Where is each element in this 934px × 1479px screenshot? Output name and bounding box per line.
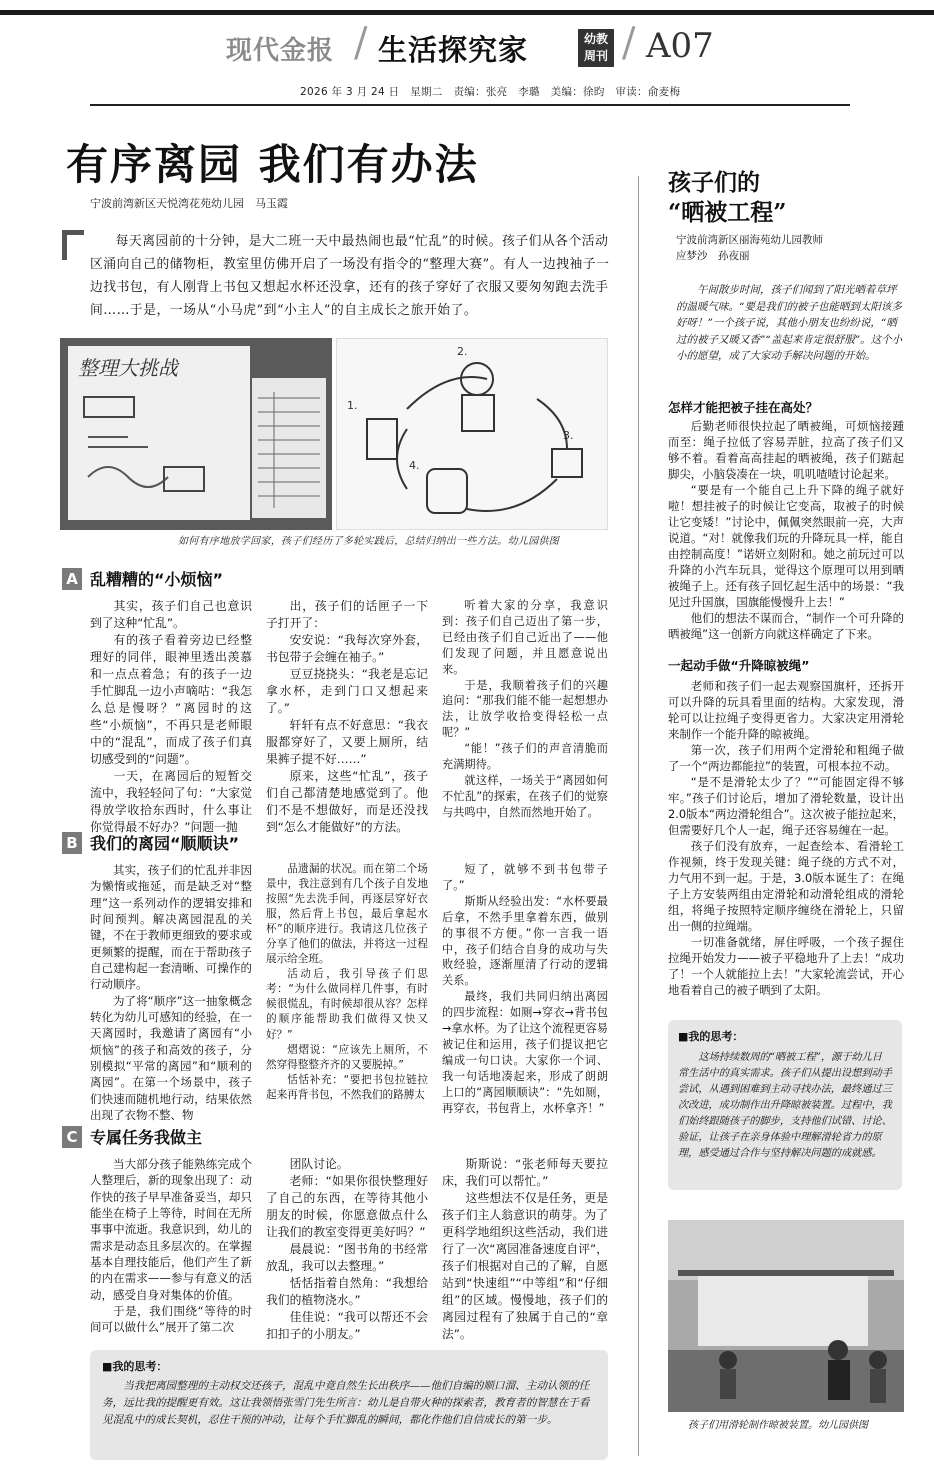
paragraph: 老师：“如果你很快整理好了自己的东西，在等待其他小朋友的时候，你愿意做点什么让我们的教室变得更美好吗？” [266, 1174, 428, 1239]
badge-line: 幼教 [583, 32, 608, 46]
sidebar-title-line: “晒被工程” [668, 199, 787, 226]
svg-text:2.: 2. [457, 345, 468, 358]
byline-line: 应梦沙 孙夜丽 [676, 250, 750, 262]
paragraph: “是不是滑轮太少了？”“可能固定得不够牢。”孩子们讨论后，增加了滑轮数量，设计出2.0版本“两边滑轮组合”。这次被子能拉起来，但需要好几个人一起，绳子还容易缠在一起。 [668, 775, 904, 837]
sidebar-thoughts-box [668, 1020, 902, 1190]
paragraph: 一切准备就绪，屏住呼吸，一个孩子握住拉绳开始发力——被子平稳地升了上去！“成功了！一个人就能拉上去！”大家轮流尝试，开心地看着自己的被子晒到了太阳。 [668, 935, 904, 997]
checklist-lines [252, 378, 326, 518]
section-b-col-2 [266, 862, 428, 1122]
section-letter: B [62, 832, 82, 854]
checklist-sheet [252, 378, 326, 518]
sidebar-title [668, 168, 786, 228]
column-rule [638, 176, 639, 1456]
page-number: A07 [646, 26, 714, 66]
paragraph: 就这样，一场关于“离园如何不忙乱”的探索，在孩子们的觉察与共鸣中，自然而然地开始了。 [442, 773, 608, 819]
sidebar-subheading: 怎样才能把被子挂在高处？ [668, 400, 819, 415]
section-title: 乱糟糟的“小烦恼” [90, 570, 224, 589]
sequence-drawing [337, 339, 607, 529]
thoughts-box [90, 1350, 608, 1460]
page-title: 有序离园 我们有办法 [66, 140, 479, 189]
paragraph: 斯斯说：“张老师每天要拉床，我们可以帮忙。” [442, 1157, 608, 1188]
section-letter: A [62, 568, 82, 590]
byline-line: 宁波前湾新区丽海苑幼儿园教师 [676, 234, 823, 246]
section-title: 专属任务我做主 [90, 1128, 203, 1147]
section-c-col-1 [90, 1156, 252, 1342]
svg-text:1.: 1. [347, 399, 358, 412]
svg-text:4.: 4. [409, 459, 420, 472]
paragraph: 团队讨论。 [289, 1157, 349, 1171]
board-paper [68, 346, 250, 520]
board-drawing [68, 387, 250, 517]
quilt-scene [668, 1220, 904, 1412]
paragraph: 熠熠说：“应该先上厕所，不然穿得整整齐齐的又要脱掉。” [266, 1043, 428, 1071]
paragraph: 轩轩有点不好意思：“我衣服都穿好了，又要上厕所，结果裤子提不好……” [266, 718, 428, 766]
section-c-col-2 [266, 1156, 428, 1342]
sidebar-body-2 [668, 678, 904, 1014]
photo-sequence-drawing [336, 338, 608, 530]
paragraph: 短了，就够不到书包带子了。” [442, 863, 608, 892]
masthead [0, 0, 934, 100]
paragraph: 品遗漏的状况。而在第二个场景中，我注意到有几个孩子自发地按照“先去洗手间，再逐层穿好衣服，然后背上书包，最后拿起水杯”的顺序进行。我请这几位孩子分享了他们的做法，并将这一过程展示给全班。 [266, 863, 428, 966]
thoughts-label: ■我的思考： [102, 1360, 168, 1373]
paragraph: 安安说：“我每次穿外套，书包带子会缠在袖子。” [266, 633, 428, 664]
byline: 宁波前湾新区天悦湾花苑幼儿园 马玉霞 [90, 197, 288, 210]
paragraph: 后勤老师很快拉起了晒被绳，可烦恼接踵而至：绳子拉低了容易弄脏，拉高了孩子们又够不着。看着高高挂起的晒被绳，孩子们踮起脚尖，小脑袋凑在一块，叽叽喳喳讨论起来。 [668, 419, 904, 481]
issue-meta: 2026 年 3 月 24 日 星期二 责编：张亮 李璐 美编：徐昀 审读：俞麦梅 [300, 86, 681, 98]
sidebar-subheading: 一起动手做“升降晾被绳” [668, 658, 810, 673]
paragraph: 斯斯从经验出发：“水杯要最后拿，不然手里拿着东西，做别的事很不方便。”你一言我一语中，孩子们结合自身的成功与失败经验，逐渐厘清了行动的逻辑关系。 [442, 894, 608, 988]
thoughts-text: 这场持续数周的“晒被工程”，源于幼儿日常生活中的真实需求。孩子们从提出设想到动手尝试，从遇到困难到主动寻找办法，最终通过三次改进，成功制作出升降晾被装置。过程中，我们始终跟随孩子的脚步，支持他们试错、讨论、验证，让孩子在亲身体验中理解滑轮省力的原理，感受通过合作与坚持解决问题的成就感。 [678, 1052, 892, 1159]
board-heading: 整理大挑战 [78, 356, 178, 380]
top-rule [0, 10, 934, 15]
intro-paragraph: 每天离园前的十分钟，是大二班一天中最热闹也最“忙乱”的时候。孩子们从各个活动区涌向自己的储物柜，教室里仿佛开启了一场没有指令的“整理大赛”。有人一边拽袖子一边找书包，有人刚背上书包又想起水杯还没拿，还有的孩子穿好了衣服又要匆匆跑去洗手间……于是，一场从“小马虎”到“小主人”的自主成长之旅开始了。 [90, 234, 610, 318]
section-title: 我们的离园“顺顺诀” [90, 834, 240, 853]
photo-children-quilt [668, 1220, 904, 1412]
sidebar-intro: 午间散步时间，孩子们闻到了阳光晒着草坪的温暖气味。“要是我们的被子也能晒到太阳该多好呀！”一个孩子说，其他小朋友也纷纷说，“晒过的被子又暖又香”“盖起来肯定很舒服”。这个小小的愿望，成了大家动手解决问题的开始。 [676, 284, 903, 362]
sidebar-byline [676, 232, 823, 264]
badge-line: 周刊 [583, 49, 608, 63]
section-name: 生活探究家 [378, 33, 529, 67]
masthead-rule [90, 104, 850, 106]
slash-divider: / [354, 20, 368, 66]
slash-divider: / [622, 20, 636, 66]
paragraph: 当大部分孩子能熟练完成个人整理后，新的现象出现了：动作快的孩子早早准备妥当，却只能坐在椅子上等待，时间在无所事事中流逝。我意识到，幼儿的需求是动态且多层次的。在掌握基本自理技能后，他们产生了新的内在需求——参与有意义的活动，感受自身对集体的价值。 [90, 1157, 252, 1302]
paragraph: 恬恬指着自然角：“我想给我们的植物浇水。” [266, 1276, 428, 1307]
thoughts-text: 当我把离园整理的主动权交还孩子，混乱中竟自然生长出秩序——他们自编的顺口溜、主动认领的任务，远比我的提醒更有效。这让我领悟张雪门先生所言：幼儿是自带火种的探索者，教育者的智慧在于看见混乱中的成长契机，忍住干预的冲动，让每个手忙脚乱的瞬间，都化作他们自信成长的第一步。 [102, 1380, 590, 1426]
paragraph: 其实，孩子们自己也意识到了这种“忙乱”。 [90, 599, 252, 630]
paragraph: 第一次，孩子们用两个定滑轮和粗绳子做了一个“两边都能拉”的装置，可根本拉不动。 [668, 743, 904, 773]
sidebar-body-1 [668, 418, 904, 648]
section-badge [578, 29, 614, 67]
photo-checklist-board [60, 338, 332, 530]
paragraph: 有的孩子看着旁边已经整理好的同伴，眼神里透出羡慕和一点点着急；有的孩子一边手忙脚乱一边小声嘀咕：“我怎么总是慢呀？”离园时的这些“小烦恼”，不再只是老师眼中的“混乱”，而成了孩子们真切感受到的“问题”。 [90, 633, 252, 766]
paragraph: 听着大家的分享，我意识到：孩子们自己迈出了第一步，已经由孩子们自己近出了——他们发现了问题，并且愿意说出来。 [442, 599, 608, 676]
thoughts-label: ■我的思考： [678, 1030, 744, 1043]
paragraph: 原来，这些“忙乱”，孩子们自己都清楚地感觉到了。他们不是不想做好，而是还没找到“怎么才能做好”的方法。 [266, 769, 428, 834]
svg-text:3.: 3. [563, 429, 574, 442]
section-c-col-3 [442, 1156, 608, 1342]
paragraph: 于是，我们围绕“等待的时间可以做什么”展开了第二次 [90, 1303, 252, 1335]
section-b-col-1 [90, 862, 252, 1122]
paragraph: 孩子们没有放弃，一起查绘本、看滑轮工作视频，终于发现关键：绳子绕的方式不对，力气用不到一起。于是，3.0版本诞生了：在绳子上方安装两组由定滑轮和动滑轮组成的滑轮组，将绳子按照特定顺序缠绕在滑轮上，只留出一侧的拉绳端。 [668, 839, 904, 933]
paragraph: 恬恬补充：“要把书包拉链拉起来再背书包，不然我们的路膊太 [266, 1073, 428, 1101]
paragraph: 老师和孩子们一起去观察国旗杆，还拆开可以升降的玩具看里面的结构。大家发现，滑轮可以让拉绳子变得更省力。大家决定用滑轮来制作一个能升降的晾被绳。 [668, 679, 904, 741]
section-b-col-3 [442, 862, 608, 1122]
paragraph: “要是有一个能自己上升下降的绳子就好啦！想挂被子的时候让它变高，取被子的时候让它变矮！”讨论中，佩佩突然眼前一亮，大声说道。“对！就像我们玩的升降玩具一样，能自由控制高度！”诺妍立刻附和。她之前玩过可以升降的小汽车玩具，觉得这个原理可以用到晒被绳子上。还有孩子回忆起生活中的场景：“我见过升国旗，国旗能慢慢升上去！” [668, 483, 904, 609]
quote-bracket [62, 230, 84, 260]
paragraph: 活动后，我引导孩子们思考：“为什么做同样几件事，有时候很慌乱，有时候却很从容？怎样的顺序能帮助我们做得又快又好？” [266, 968, 428, 1041]
paragraph: 为了将“顺序”这一抽象概念转化为幼儿可感知的经验，在一天离园时，我邀请了离园有“小烦恼”的孩子和高效的孩子，分别模拟“平常的离园”和“顺利的离园”。在第一个场景中，孩子们快速而随机地行动，结果依然出现了衣物不整、物 [90, 993, 252, 1122]
photo-caption: 如何有序地放学回家，孩子们经历了多轮实践后，总结归纳出一些方法。幼儿园供图 [178, 536, 560, 547]
paragraph: 豆豆挠挠头：“我老是忘记拿水杯，走到门口又想起来了。” [266, 667, 428, 715]
sidebar-photo-caption: 孩子们用滑轮制作晾被装置。幼儿园供图 [688, 1420, 868, 1431]
paragraph: 佳佳说：“我可以帮还不会扣扣子的小朋友。” [266, 1310, 428, 1341]
paragraph: 最终，我们共同归纳出离园的四步流程：如厕→穿衣→背书包→拿水杯。为了让这个流程更容易被记住和运用，孩子们提议把它编成一句口诀。大家你一个词、我一句话地凑起来，形成了朗朗上口的“离园顺顺诀”：“先如厕，再穿衣，书包背上，水杯拿齐！” [442, 990, 608, 1115]
paper-name: 现代金报 [226, 36, 335, 66]
paragraph: 他们的想法不谋而合，“制作一个可升降的晒被绳”这一创新方向就这样确定了下来。 [668, 611, 904, 641]
section-letter: C [62, 1126, 82, 1148]
section-a-col-2 [266, 598, 428, 836]
paragraph: 于是，我顺着孩子们的兴趣追问：“那我们能不能一起想想办法，让放学收拾变得轻松一点呢？” [442, 678, 608, 740]
paragraph: 这些想法不仅是任务，更是孩子们主人翁意识的萌芽。为了更科学地组织这些活动，我们进行了一次“离园准备速度自评”，孩子们根据对自己的了解，自愿站到“快速组”“中等组”和“仔细组”的区域。慢慢地，孩子们的离园过程有了独属于自己的“章法”。 [442, 1191, 608, 1341]
paragraph: “能！”孩子们的声音清脆而充满期待。 [442, 742, 608, 772]
paragraph: 一天，在离园后的短暂交流中，我轻轻问了句：“大家觉得放学收拾东西时，什么事让你觉得最不好办？”问题一抛 [90, 769, 252, 834]
section-a-col-3 [442, 598, 608, 836]
sidebar-title-line: 孩子们的 [668, 169, 760, 196]
paragraph: 晨晨说：“图书角的书经常放乱，我可以去整理。” [266, 1242, 428, 1273]
paragraph: 其实，孩子们的忙乱并非因为懒惰或拖延，而是缺乏对“整理”这一系列动作的逻辑安排和时间预判。解决离园混乱的关键，不在于教师更细致的要求或更频繁的提醒，而在于帮助孩子自己建构起一套清晰、可操作的行动顺序。 [90, 863, 252, 992]
paragraph: 出，孩子们的话匣子一下子打开了： [266, 599, 428, 630]
section-a-col-1 [90, 598, 252, 836]
